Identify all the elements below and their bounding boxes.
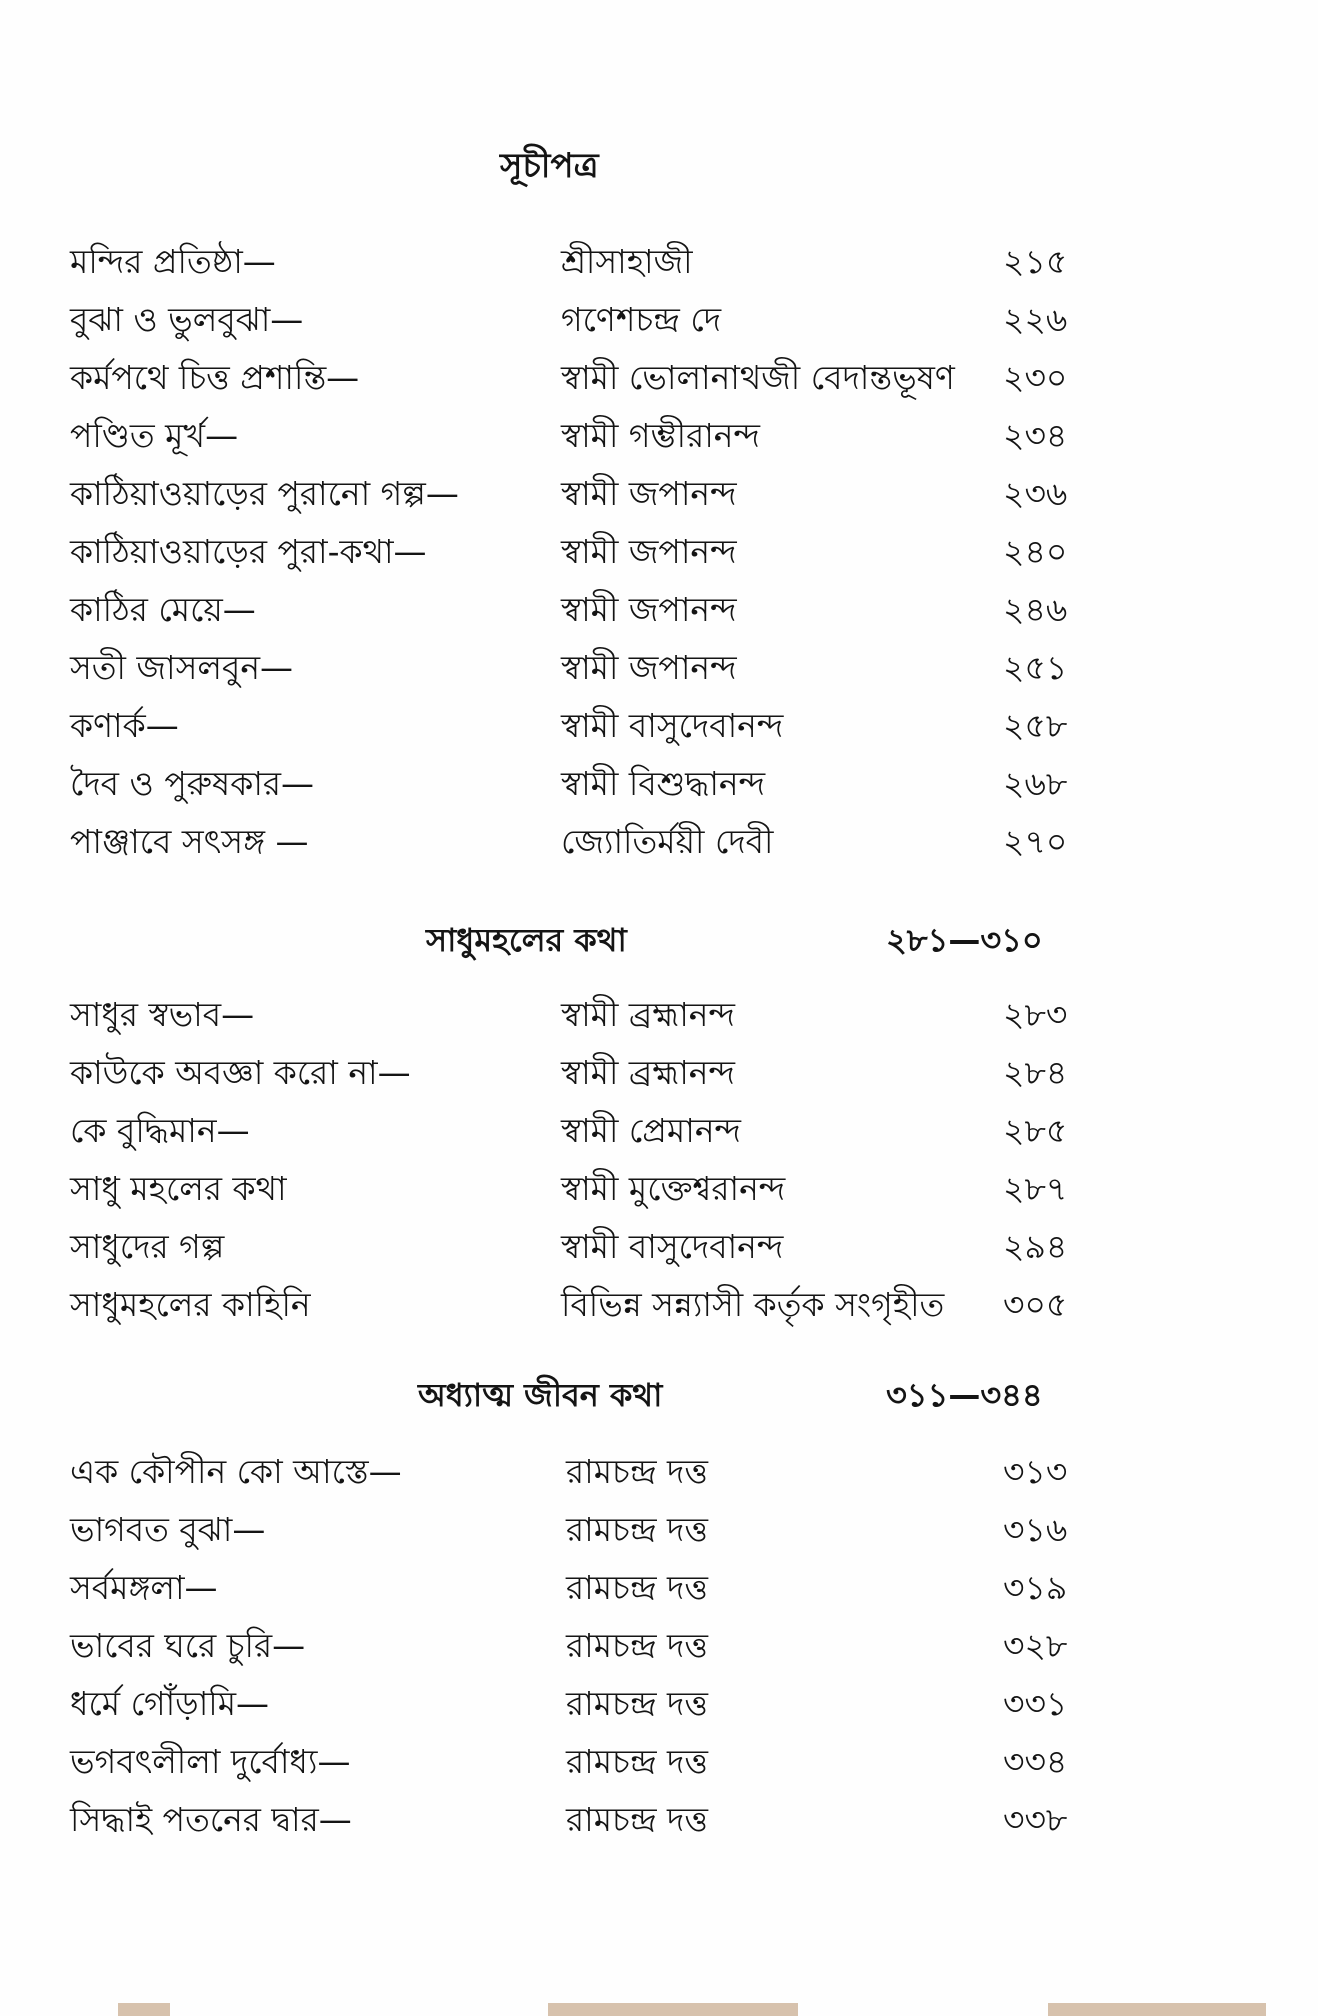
toc-row — [0, 983, 1318, 1041]
toc-entry-author: রামচন্দ্র দত্ত — [566, 1452, 708, 1491]
toc-group-3 — [0, 1440, 1318, 1846]
paper-edge-mark — [548, 2003, 798, 2016]
toc-group-1 — [0, 230, 1318, 868]
toc-entry-author: শ্রীসাহাজী — [561, 242, 693, 281]
toc-entry-title: ধর্মে গোঁড়ামি— — [70, 1684, 270, 1723]
toc-row — [0, 404, 1318, 462]
toc-entry-title: এক কৌপীন কো আস্তে— — [70, 1452, 402, 1491]
toc-entry-author: স্বামী ভোলানাথজী বেদান্তভূষণ — [561, 358, 955, 397]
toc-entry-title: কর্মপথে চিত্ত প্রশান্তি— — [70, 358, 360, 397]
toc-entry-title: কাউকে অবজ্ঞা করো না— — [70, 1053, 411, 1092]
toc-entry-author: স্বামী জপানন্দ — [561, 532, 737, 571]
toc-entry-page-number: ৩৩১ — [1003, 1684, 1068, 1723]
page-heading: সূচীপত্র — [500, 146, 599, 186]
toc-entry-page-number: ২২৬ — [1003, 300, 1068, 339]
toc-row — [0, 1498, 1318, 1556]
toc-entry-title: ভগবৎলীলা দুর্বোধ্য— — [70, 1742, 351, 1781]
toc-row — [0, 1730, 1318, 1788]
toc-entry-page-number: ৩১৯ — [1003, 1568, 1068, 1607]
toc-entry-title: সাধু মহলের কথা — [70, 1169, 287, 1208]
toc-entry-author: স্বামী গম্ভীরানন্দ — [561, 416, 760, 455]
toc-entry-author: গণেশচন্দ্র দে — [561, 300, 722, 339]
toc-row — [0, 1556, 1318, 1614]
toc-entry-page-number: ২৯৪ — [1003, 1227, 1068, 1266]
section-range-sadhumahal: ২৮১—৩১০ — [886, 921, 1043, 959]
toc-row — [0, 1157, 1318, 1215]
toc-entry-page-number: ২৪৬ — [1003, 590, 1068, 629]
toc-row — [0, 752, 1318, 810]
toc-row — [0, 1099, 1318, 1157]
toc-entry-page-number: ২৭০ — [1003, 822, 1068, 861]
toc-entry-title: কে বুদ্ধিমান— — [70, 1111, 250, 1150]
toc-entry-author: স্বামী জপানন্দ — [561, 474, 737, 513]
toc-row — [0, 1614, 1318, 1672]
toc-entry-page-number: ২৪০ — [1003, 532, 1068, 571]
toc-entry-author: রামচন্দ্র দত্ত — [566, 1568, 708, 1607]
toc-entry-author: রামচন্দ্র দত্ত — [566, 1626, 708, 1665]
toc-entry-page-number: ৩৩৪ — [1003, 1742, 1068, 1781]
toc-entry-page-number: ৩৩৮ — [1003, 1800, 1068, 1839]
toc-entry-author: স্বামী প্রেমানন্দ — [561, 1111, 741, 1150]
toc-row — [0, 346, 1318, 404]
toc-entry-title: কাঠিয়াওয়াড়ের পুরানো গল্প— — [70, 474, 459, 513]
toc-entry-author: জ্যোতির্ময়ী দেবী — [561, 822, 774, 861]
toc-entry-title: ভাবের ঘরে চুরি— — [70, 1626, 306, 1665]
toc-entry-page-number: ২৩৬ — [1003, 474, 1068, 513]
toc-entry-author: স্বামী ব্রহ্মানন্দ — [561, 995, 735, 1034]
toc-entry-title: ভাগবত বুঝা— — [70, 1510, 266, 1549]
toc-row — [0, 636, 1318, 694]
section-title-sadhumahal: সাধুমহলের কথা — [426, 921, 627, 959]
toc-entry-page-number: ২১৫ — [1003, 242, 1068, 281]
toc-row — [0, 1215, 1318, 1273]
toc-row — [0, 230, 1318, 288]
toc-entry-title: বুঝা ও ভুলবুঝা— — [70, 300, 304, 339]
toc-entry-author: বিভিন্ন সন্ন্যাসী কর্তৃক সংগৃহীত — [561, 1285, 945, 1324]
toc-entry-title: সাধুদের গল্প — [70, 1227, 225, 1266]
toc-entry-title: সিদ্ধাই পতনের দ্বার— — [70, 1800, 352, 1839]
toc-entry-title: পণ্ডিত মূর্খ— — [70, 416, 239, 455]
toc-row — [0, 1788, 1318, 1846]
toc-entry-page-number: ২৫১ — [1003, 648, 1068, 687]
toc-entry-page-number: ২৮৪ — [1003, 1053, 1068, 1092]
toc-entry-author: স্বামী মুক্তেশ্বরানন্দ — [561, 1169, 786, 1208]
toc-entry-page-number: ২৮৭ — [1003, 1169, 1068, 1208]
paper-edge-mark — [118, 2003, 170, 2016]
toc-row — [0, 1672, 1318, 1730]
toc-entry-title: সাধুর স্বভাব— — [70, 995, 255, 1034]
paper-edge-mark — [1048, 2003, 1266, 2016]
toc-entry-author: স্বামী জপানন্দ — [561, 648, 737, 687]
toc-entry-author: স্বামী বাসুদেবানন্দ — [561, 1227, 784, 1266]
toc-row — [0, 520, 1318, 578]
toc-entry-page-number: ২৮৫ — [1003, 1111, 1068, 1150]
toc-entry-title: সতী জাসলবুন— — [70, 648, 294, 687]
section-range-adhyatma: ৩১১—৩৪৪ — [886, 1376, 1043, 1414]
toc-row — [0, 578, 1318, 636]
toc-entry-title: দৈব ও পুরুষকার— — [70, 764, 315, 803]
toc-row — [0, 462, 1318, 520]
toc-entry-title: কণার্ক— — [70, 706, 179, 745]
toc-entry-author: স্বামী ব্রহ্মানন্দ — [561, 1053, 735, 1092]
toc-entry-title: পাঞ্জাবে সৎসঙ্গ — — [70, 822, 309, 861]
toc-entry-author: স্বামী বিশুদ্ধানন্দ — [561, 764, 766, 803]
toc-entry-title: মন্দির প্রতিষ্ঠা— — [70, 242, 276, 281]
toc-row — [0, 810, 1318, 868]
toc-entry-author: স্বামী জপানন্দ — [561, 590, 737, 629]
toc-row — [0, 288, 1318, 346]
toc-entry-title: সাধুমহলের কাহিনি — [70, 1285, 311, 1324]
toc-entry-author: রামচন্দ্র দত্ত — [566, 1684, 708, 1723]
toc-row — [0, 1440, 1318, 1498]
toc-group-2 — [0, 983, 1318, 1331]
section-title-adhyatma: অধ্যাত্ম জীবন কথা — [418, 1376, 663, 1414]
toc-row — [0, 694, 1318, 752]
toc-row — [0, 1041, 1318, 1099]
toc-entry-title: সর্বমঙ্গলা— — [70, 1568, 218, 1607]
toc-entry-author: রামচন্দ্র দত্ত — [566, 1800, 708, 1839]
toc-entry-author: স্বামী বাসুদেবানন্দ — [561, 706, 784, 745]
toc-entry-title: কাঠির মেয়ে— — [70, 590, 256, 629]
toc-entry-page-number: ৩২৮ — [1003, 1626, 1068, 1665]
toc-entry-page-number: ৩১৩ — [1003, 1452, 1068, 1491]
toc-entry-page-number: ৩০৫ — [1003, 1285, 1068, 1324]
toc-entry-page-number: ২৮৩ — [1003, 995, 1068, 1034]
toc-entry-page-number: ২৩০ — [1003, 358, 1068, 397]
toc-row — [0, 1273, 1318, 1331]
toc-entry-page-number: ২৬৮ — [1003, 764, 1068, 803]
toc-entry-page-number: ২৩৪ — [1003, 416, 1068, 455]
toc-entry-author: রামচন্দ্র দত্ত — [566, 1742, 708, 1781]
toc-entry-author: রামচন্দ্র দত্ত — [566, 1510, 708, 1549]
toc-entry-title: কাঠিয়াওয়াড়ের পুরা-কথা— — [70, 532, 427, 571]
toc-entry-page-number: ৩১৬ — [1003, 1510, 1068, 1549]
toc-entry-page-number: ২৫৮ — [1003, 706, 1068, 745]
